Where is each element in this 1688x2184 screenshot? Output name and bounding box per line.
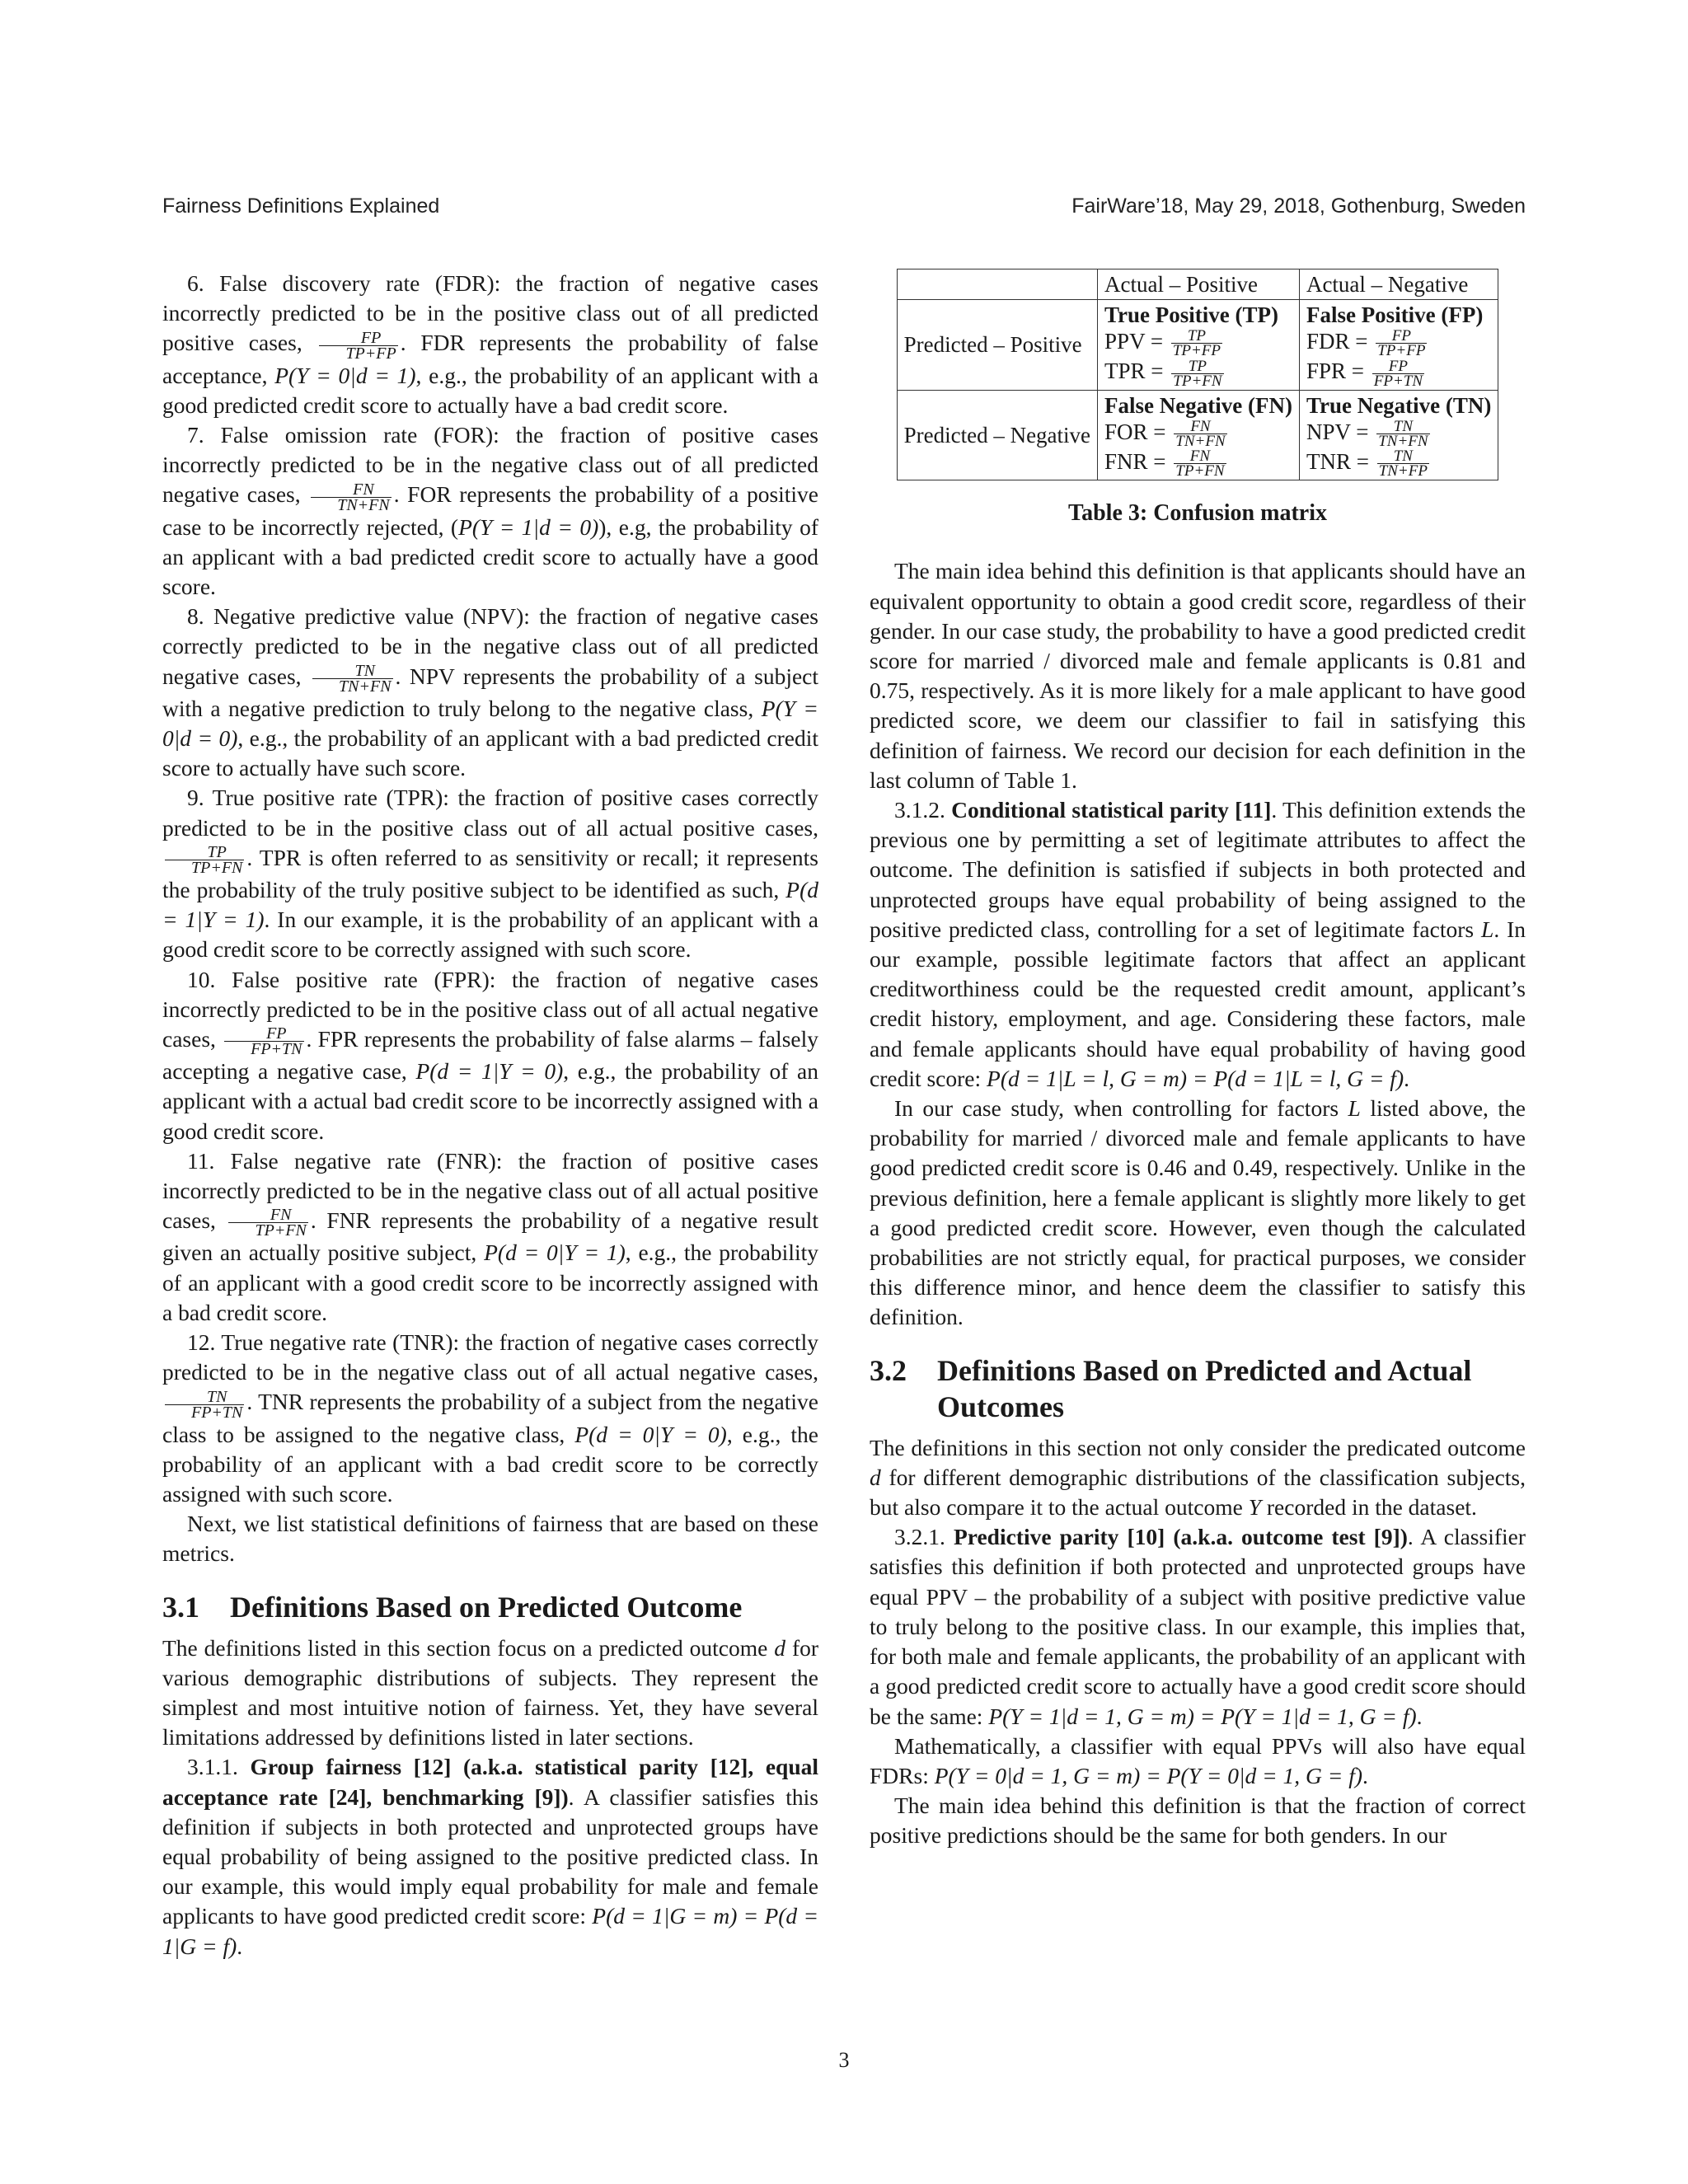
header-title: Fairness Definitions Explained (162, 194, 440, 218)
paragraph-fpr: 10. False positive rate (FPR): the fraction of negative cases incorrectly predicted to be in the positive class out of all actual negative cases, $\frac{FP}{FP+TN}$ . FPR represents the probability of false alarms – falsely accepting a negative case, P(d = 1|Y = 0), e.g., the probability of an applicant with a actual bad credit score to be incorrectly assigned with a good credit score. (162, 966, 819, 1144)
confusion-matrix-table (897, 269, 1499, 480)
page-number: 3 (838, 2048, 850, 2072)
paragraph-next: Next, we list statistical definitions of fairness that are based on these metrics. (162, 1511, 818, 1567)
paragraph-3-1-2: 3.1.2. Conditional statistical parity [11]. This definition extends the previous one by permitting a set of legitimate attributes to affect the outcome. The definition is satisfied if subjects in both protected and unprotected groups have equal probability of being assigned to the positive predicted class, controlling for a set of legitimate factors L. In our example, possible legitimate factors that affect an applicant creditworthiness could be the requested credit amount, applicant’s credit history, employment, and age. Considering these factors, male and female applicants should have equal probability of having good credit score: P(d = 1|L = l, G = m) = P(d = 1|L = l, G = f). (870, 797, 1526, 1091)
paragraph-fdr: 6. False discovery rate (FDR): the fraction of negative cases incorrectly predicted to be in the positive class out of all predicted positive cases, $\frac{FP}{TP+FP}$ . FDR represents the probability of false acceptance, P(Y = 0|d = 1), e.g., the probability of an applicant with a good predicted credit score to actually have a bad credit score. (162, 270, 818, 418)
fraction: $\frac{FN}{TP+FN}$ (228, 1207, 307, 1238)
paragraph-case-study: In our case study, when controlling for factors L listed above, the probability for married / divorced male and female applicants to have good predicted credit score is 0.46 and 0.49, respectively. Unlike in the previous definition, here a female applicant is slightly more likely to get a good predicted credit score. However, even though the calculated probabilities are not strictly equal, for practical purposes, we consider this difference minor, and hence deem the classifier to satisfy this definition. (870, 1095, 1526, 1330)
table-caption: Table 3: Confusion matrix (1067, 500, 1327, 527)
left-column (162, 269, 818, 1961)
fraction: $\frac{FP}{FP+TN}$ (224, 1026, 303, 1057)
paragraph-3-2-1: 3.2.1. Predictive parity [10] (a.k.a. outcome test [9]). A classifier satisfies this definition if both protected and unprotected groups have equal PPV – the probability of a subject with positive predictive value to truly belong to the positive class. In our example, this implies that, for both male and female applicants, the probability of an applicant with a good predicted credit score to actually have a good credit score should be the same: P(Y = 1|d = 1, G = m) = P(Y = 1|d = 1, G = f). (870, 1524, 1526, 1729)
fraction: $\frac{FP}{TP+FP}$ (319, 330, 397, 361)
fraction: $\frac{TP}{TP+FN}$ (165, 845, 244, 875)
paragraph-tpr: 9. True positive rate (TPR): the fraction of positive cases correctly predicted to be in the positive class out of all actual positive cases, $\frac{TP}{TP+FN}$ . TPR is often referred to as sensitivity or recall; it represents the probability of the truly positive subject to be identified as such, P(d = 1|Y = 1). In our example, it is the probability of an applicant with a good credit score to be correctly assigned with such score. (162, 785, 819, 963)
cell-false-positive: False Positive (FP) FDR = $\frac{FP}{TP+FP}$ FPR = $\frac{FP}{FP+TN}$ (1299, 300, 1498, 391)
header-actual-positive: Actual – Positive (1098, 269, 1300, 300)
section-heading-3-2: 3.2 Definitions Based on Predicted and Actual Outcomes (870, 1353, 1472, 1423)
section-heading-3-1: 3.1 Definitions Based on Predicted Outcome (162, 1590, 743, 1624)
header-predicted-positive: Predicted – Positive (897, 300, 1097, 391)
paragraph-npv: 8. Negative predictive value (NPV): the fraction of negative cases correctly predicted to be in the negative class out of all predicted negative cases, $\frac{TN}{TN+FN}$ . NPV represents the probability of a subject with a negative prediction to truly belong to the negative class, P(Y = 0|d = 0), e.g., the probability of an applicant with a bad predicted credit score to actually have such score. (162, 603, 819, 781)
paragraph-main-idea: The main idea behind this definition is that applicants should have an equivalent opportunity to obtain a good credit score, regardless of their gender. In our case study, the probability to have a good predicted credit score for married / divorced male and female applicants is 0.81 and 0.75, respectively. As it is more likely for a male applicant to have good predicted score, we deem our classifier to fail in satisfying this definition of fairness. We record our decision for each definition in the last column of Table 1. (870, 558, 1526, 793)
running-header (162, 194, 1526, 218)
header-predicted-negative: Predicted – Negative (897, 390, 1097, 480)
cell-false-negative: False Negative (FN) FOR = $\frac{FN}{TN+FN}$ FNR = $\frac{FN}{TP+FN}$ (1098, 390, 1300, 480)
paragraph-3-1-1: 3.1.1. Group fairness [12] (a.k.a. statistical parity [12], equal acceptance rate [24], benchmarking [9]). A classifier satisfies this definition if subjects in both protected and unprotected groups have equal probability of being assigned to the positive predicted class. In our example, this would imply equal probability for male and female applicants to have good predicted credit score: P(d = 1|G = m) = P(d = 1|G = f). (162, 1754, 819, 1959)
paragraph-mathematically: Mathematically, a classifier with equal PPVs will also have equal FDRs: P(Y = 0|d = 1, G = m) = P(Y = 0|d = 1, G = f). (870, 1732, 1526, 1788)
fraction: $\frac{TN}{TN+FN}$ (312, 663, 393, 694)
paragraph-for: 7. False omission rate (FOR): the fraction of positive cases incorrectly predicted to be in the negative class out of all predicted negative cases, $\frac{FN}{TN+FN}$ . FOR represents the probability of a positive case to be incorrectly rejected, (P(Y = 1|d = 0)), e.g, the probability of an applicant with a bad predicted credit score to actually have a good score. (162, 422, 819, 599)
table-corner-cell (897, 269, 1097, 300)
header-venue: FairWare’18, May 29, 2018, Gothenburg, Sweden (1071, 194, 1526, 218)
section-3-1-intro: The definitions listed in this section focus on a predicted outcome d for various demographic distributions of subjects. They represent the simplest and most intuitive notion of fairness. Yet, they have several limitations addressed by definitions listed in later sections. (162, 1634, 819, 1750)
cell-true-positive: True Positive (TP) PPV = $\frac{TP}{TP+FP}$ TPR = $\frac{TP}{TP+FN}$ (1098, 300, 1300, 391)
section-3-2-intro: The definitions in this section not only consider the predicated outcome d for different demographic distributions of the classification subjects, but also compare it to the actual outcome Y recorded in the dataset. (870, 1434, 1526, 1521)
paragraph-fnr: 11. False negative rate (FNR): the fraction of positive cases incorrectly predicted to be in the negative class out of all actual positive cases, $\frac{FN}{TP+FN}$ . FNR represents the probability of a negative result given an actually positive subject, P(d = 0|Y = 1), e.g., the probability of an applicant with a good credit score to be incorrectly assigned with a bad credit score. (162, 1147, 818, 1325)
cell-true-negative: True Negative (TN) NPV = $\frac{TN}{TN+FN}$ TNR = $\frac{TN}{TN+FP}$ (1299, 390, 1498, 480)
right-column (870, 269, 1526, 1851)
fraction: $\frac{FN}{TN+FN}$ (311, 482, 392, 513)
paragraph-tnr: 12. True negative rate (TNR): the fraction of negative cases correctly predicted to be in the negative class out of all actual negative cases, $\frac{TN}{FP+TN}$ . TNR represents the probability of a subject from the negative class to be assigned to the negative class, P(d = 0|Y = 0), e.g., the probability of an applicant with a bad credit score to be correctly assigned with such score. (162, 1329, 818, 1507)
fraction: $\frac{TN}{FP+TN}$ (165, 1390, 244, 1420)
header-actual-negative: Actual – Negative (1299, 269, 1498, 300)
paragraph-main-idea-2: The main idea behind this definition is that the fraction of correct positive predictions should be the same for both genders. In our (870, 1793, 1526, 1849)
